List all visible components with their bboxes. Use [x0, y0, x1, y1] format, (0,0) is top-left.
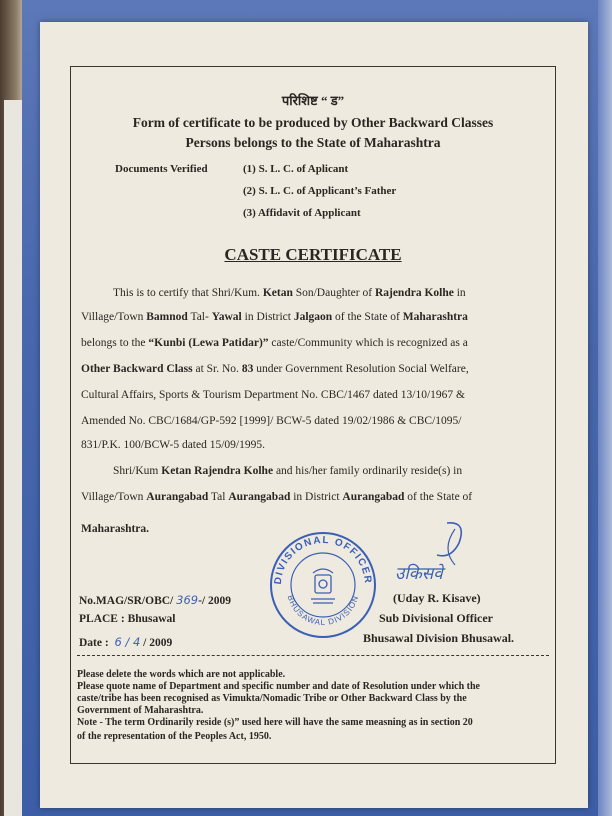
body-line-2: Village/Town Bamnod Tal- Yawal in District Jalgaon of the State of Maharashtra [81, 311, 468, 323]
body-line-1: This is to certify that Shri/Kum. Ketan Son/Daughter of Rajendra Kolhe in [113, 287, 466, 299]
svg-text:DIVISIONAL OFFICER [273, 535, 373, 585]
note-line-6: of the representation of the Peoples Act, 1950. [77, 731, 272, 742]
body-line-10: Maharashtra. [81, 523, 150, 535]
document-item-2: (2) S. L. C. of Applicant’s Father [243, 185, 397, 197]
certificate-heading: CASTE CERTIFICATE [224, 245, 402, 264]
seal-bottom-text: BHUSAWAL DIVISION [285, 594, 361, 628]
seal-top-text: DIVISIONAL OFFICER [272, 534, 374, 585]
annex-title: परिशिष्ट “ ड” [281, 93, 345, 108]
note-line-4: Government of Maharashtra. [77, 705, 204, 716]
form-title-line-1: Form of certificate to be produced by Other Backward Classes [132, 115, 494, 130]
dashed-divider [77, 655, 549, 656]
note-line-3: caste/tribe has been recognised as Vimukta/Nomadic Tribe or Other Backward Class by the [77, 693, 467, 704]
date-line: Date : 6 / 4 / 2009 [79, 635, 173, 649]
body-line-6: Amended No. CBC/1684/GP-592 [1999]/ BCW-5 dated 19/02/1986 & CBC/1095/ [81, 415, 462, 427]
sleeve-right-edge [598, 0, 612, 816]
certificate-frame [70, 66, 556, 764]
signature-text: उकिसवे [395, 564, 443, 584]
note-line-5: Note - The term Ordinarily reside (s)” used here will have the same measning as in section 20 [77, 717, 473, 728]
note-line-1: Please delete the words which are not applicable. [77, 669, 286, 680]
document-item-3: (3) Affidavit of Applicant [243, 207, 361, 219]
documents-verified-label: Documents Verified [115, 163, 208, 175]
background-page-edge [4, 100, 22, 816]
signature-icon [389, 519, 479, 591]
body-line-4: Other Backward Class at Sr. No. 83 under Government Resolution Social Welfare, [81, 363, 469, 375]
official-seal-icon [267, 529, 379, 641]
note-line-2: Please quote name of Department and specific number and date of Resolution under which the [77, 681, 480, 692]
body-line-9: Village/Town Aurangabad Tal Aurangabad in District Aurangabad of the State of [81, 491, 473, 503]
place-line: PLACE : Bhusawal [79, 613, 176, 625]
signatory-office: Bhusawal Division Bhusawal. [363, 631, 515, 645]
body-line-5: Cultural Affairs, Sports & Tourism Department No. CBC/1467 dated 13/10/1967 & [81, 389, 465, 401]
body-line-8: Shri/Kum Ketan Rajendra Kolhe and his/her family ordinarily reside(s) in [113, 465, 463, 477]
reference-number: No.MAG/SR/OBC/ 369-/ 2009 [79, 593, 231, 607]
signatory-name: (Uday R. Kisave) [393, 591, 481, 605]
signatory-title: Sub Divisional Officer [379, 611, 494, 625]
body-line-7: 831/P.K. 100/BCW-5 dated 15/09/1995. [81, 439, 265, 451]
certificate-paper [40, 22, 588, 808]
body-line-3: belongs to the “Kunbi (Lewa Patidar)” caste/Community which is recognized as a [81, 337, 468, 349]
document-item-1: (1) S. L. C. of Aplicant [243, 163, 349, 175]
form-title-line-2: Persons belongs to the State of Maharashtra [185, 135, 441, 150]
